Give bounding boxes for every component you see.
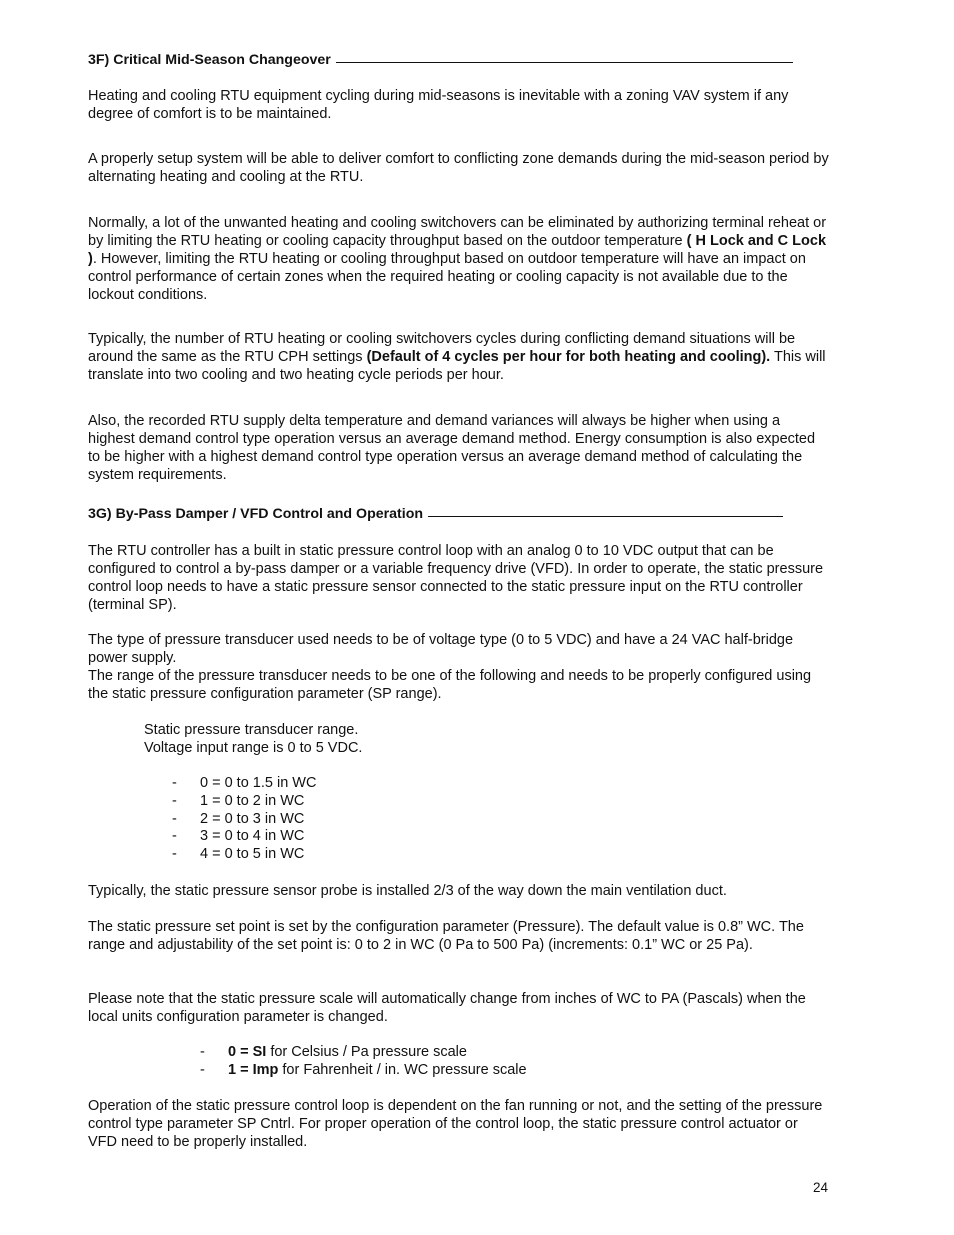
list-item: - 0 = 0 to 1.5 in WC (172, 775, 317, 791)
paragraph: Typically, the static pressure sensor probe is installed 2/3 of the way down the main ventilation duct. (88, 883, 727, 899)
section-3g-title: 3G) By-Pass Damper / VFD Control and Operation (88, 506, 424, 522)
paragraph: The type of pressure transducer used needs to be of voltage type (0 to 5 VDC) and have a 24 VAC half-bridge power supply. (88, 632, 794, 666)
list-item: - 4 = 0 to 5 in WC (172, 846, 305, 863)
paragraph: Heating and cooling RTU equipment cycling during mid-seasons is inevitable with a zoning VAV system if any degree of comfort is to be maintained. (88, 88, 789, 122)
list-item: - 3 = 0 to 4 in WC (172, 828, 305, 845)
heading-rule (336, 62, 793, 63)
heading-rule (428, 516, 783, 517)
paragraph: A properly setup system will be able to deliver comfort to conflicting zone demands during the mid-season period by alternating heating and cooling at the RTU. (88, 151, 829, 185)
units-list (200, 1044, 527, 1080)
page-number: 24 (812, 1180, 828, 1195)
list-item: - 1 = Imp for Fahrenheit / in. WC pressure scale (200, 1061, 527, 1078)
paragraph: Please note that the static pressure scale will automatically change from inches of WC to PA (Pascals) when the local units configuration parameter is changed. (88, 991, 806, 1025)
paragraph: Typically, the number of RTU heating or cooling switchovers cycles during conflicting demand situations will be around the same as the RTU CPH settings (Default of 4 cycles per hour for both heating and cooling). This will translate into two cooling and two heating cycle periods per hour. (88, 331, 826, 383)
range-list (172, 775, 316, 864)
section-3f-title: 3F) Critical Mid-Season Changeover (88, 52, 331, 68)
range-intro: Static pressure transducer range. Voltage input range is 0 to 5 VDC. (144, 722, 363, 756)
list-item: - 0 = SI for Celsius / Pa pressure scale (200, 1044, 467, 1060)
list-item: - 2 = 0 to 3 in WC (172, 810, 305, 827)
paragraph: Also, the recorded RTU supply delta temperature and demand variances will always be higher when using a highest demand control type operation versus an average demand method. Energy consumption is also expected to be higher with a highest demand control type operation versus an average demand method of calculating the system requirements. (88, 413, 816, 483)
paragraph: Normally, a lot of the unwanted heating and cooling switchovers can be eliminated by authorizing terminal reheat or by limiting the RTU heating or cooling capacity throughput based on the outdoor temperature ( H Lock and C Lock ). However, limiting the RTU heating or cooling throughput based on outdoor temperature will have an impact on control performance of certain zones when the required heating or cooling capacity is not available due to the lockout conditions. (88, 215, 827, 303)
section-3g-heading (88, 506, 783, 522)
paragraph: Operation of the static pressure control loop is dependent on the fan running or not, and the setting of the pressure control type parameter SP Cntrl. For proper operation of the control loop, the static pressure control actuator or VFD need to be properly installed. (88, 1098, 823, 1150)
list-item: - 1 = 0 to 2 in WC (172, 792, 305, 809)
section-3f-heading (88, 52, 793, 68)
paragraph: The range of the pressure transducer needs to be one of the following and needs to be properly configured using the static pressure configuration parameter (SP range). (88, 668, 812, 702)
paragraph: The static pressure set point is set by the configuration parameter (Pressure). The default value is 0.8” WC. The range and adjustability of the set point is: 0 to 2 in WC (0 Pa to 500 Pa) (increments: 0.1” WC or 25 Pa). (88, 919, 804, 953)
paragraph: The RTU controller has a built in static pressure control loop with an analog 0 to 10 VDC output that can be configured to control a by-pass damper or a variable frequency drive (VFD). In order to operate, the static pressure control loop needs to have a static pressure sensor connected to the static pressure input on the RTU controller (terminal SP). (88, 543, 824, 613)
